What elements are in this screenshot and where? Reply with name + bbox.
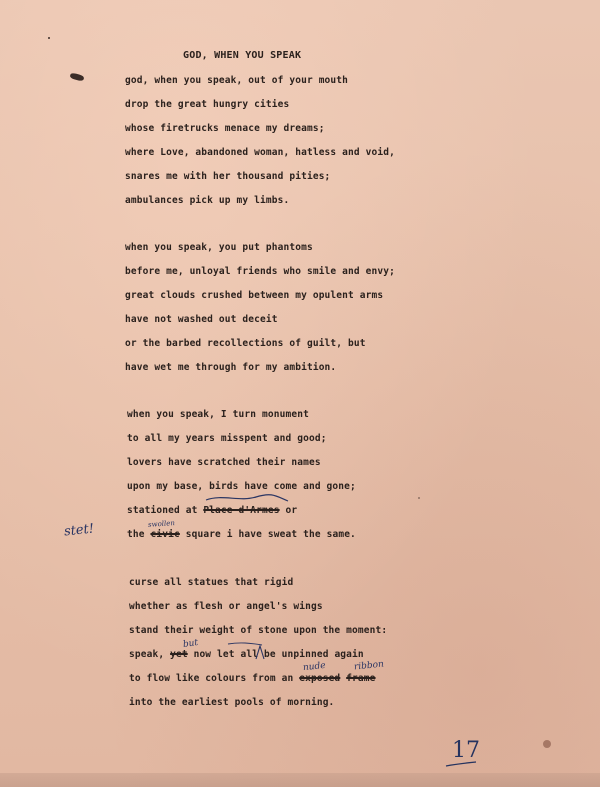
ink-blot-mark <box>69 72 84 81</box>
poem-line: to all my years misspent and good; <box>127 433 327 444</box>
struck-text: Place d'Armes <box>203 505 280 516</box>
poem-line: curse all statues that rigid <box>129 577 294 588</box>
poem-line: stand their weight of stone upon the moment: <box>129 625 388 636</box>
poem-line-with-strikeout <box>127 529 356 540</box>
poem-line: upon my base, birds have come and gone; <box>127 481 356 492</box>
poem-line-with-strikeout <box>129 649 364 660</box>
poem-line: ambulances pick up my limbs. <box>125 195 290 206</box>
paper-speck <box>543 740 551 748</box>
poem-line: have wet me through for my ambition. <box>125 362 337 373</box>
insertion-line <box>228 643 262 645</box>
poem-line: snares me with her thousand pities; <box>125 171 331 182</box>
poem-text: or <box>279 505 298 516</box>
poem-line: or the barbed recollections of guilt, but <box>125 338 366 349</box>
poem-text: square i have sweat the same. <box>179 529 356 540</box>
poem-line: drop the great hungry cities <box>125 99 290 110</box>
poem-line: when you speak, you put phantoms <box>125 242 313 253</box>
handwritten-insertion: swollen <box>147 519 176 529</box>
poem-line: have not washed out deceit <box>125 314 278 325</box>
poem-line: where Love, abandoned woman, hatless and void, <box>125 147 395 158</box>
scribble-over-place-darmes <box>206 495 288 501</box>
poem-line: when you speak, I turn monument <box>127 409 309 420</box>
handwritten-page-number: 17 <box>452 738 480 763</box>
poem-title: GOD, WHEN YOU SPEAK <box>183 50 302 61</box>
poem-line: great clouds crushed between my opulent arms <box>125 290 384 301</box>
handwritten-insertion: nude <box>302 660 327 674</box>
margin-note-handwritten: stet! <box>63 521 95 540</box>
poem-line: lovers have scratched their names <box>127 457 321 468</box>
handwritten-insertion: ribbon <box>353 659 385 673</box>
struck-text: exposed <box>299 673 341 684</box>
poem-text: the <box>127 529 151 540</box>
struck-text: yet <box>170 649 188 660</box>
paper-speck <box>418 497 420 499</box>
poem-text: to flow like colours from an <box>129 673 300 684</box>
poem-text: speak, <box>129 649 171 660</box>
poem-line: whether as flesh or angel's wings <box>129 601 323 612</box>
struck-text: frame <box>346 673 376 684</box>
poem-text: now let all be unpinned again <box>187 649 364 660</box>
poem-line-with-strikeout <box>129 673 376 684</box>
paper-speck <box>48 37 50 39</box>
poem-line: into the earliest pools of morning. <box>129 697 335 708</box>
scan-bottom-edge <box>0 773 600 787</box>
poem-text: stationed at <box>127 505 204 516</box>
poem-line-with-strikeout <box>127 505 297 516</box>
poem-line: before me, unloyal friends who smile and envy; <box>125 266 395 277</box>
poem-line: whose firetrucks menace my dreams; <box>125 123 325 134</box>
struck-text: civic <box>150 529 180 540</box>
handwritten-insertion: but <box>182 637 199 651</box>
poem-line: god, when you speak, out of your mouth <box>125 75 349 86</box>
